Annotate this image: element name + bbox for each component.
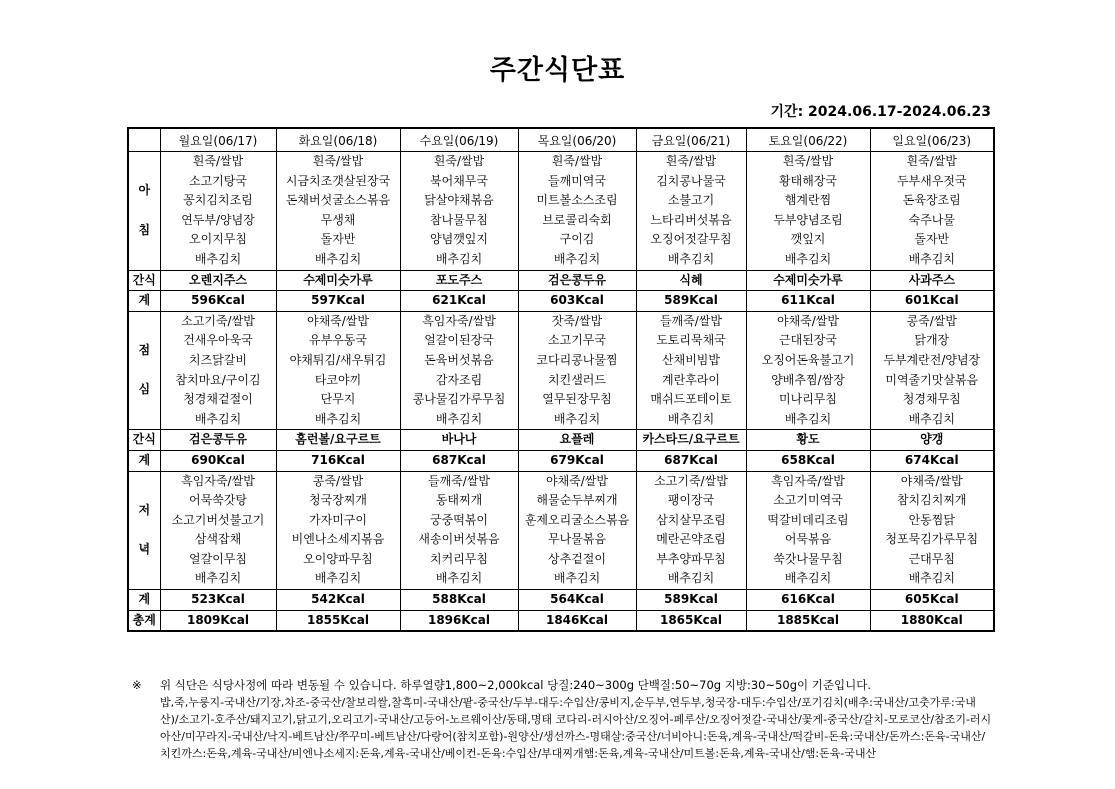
breakfast-dish: 꽁치김치조림 xyxy=(160,191,276,211)
breakfast-dish: 닭살야채볶음 xyxy=(400,191,518,211)
snack-morning-value: 사과주스 xyxy=(870,270,994,291)
dinner-row xyxy=(128,511,994,531)
snack-morning-value: 식혜 xyxy=(636,270,746,291)
breakfast-dish: 김치콩나물국 xyxy=(636,172,746,192)
breakfast-dish: 구이김 xyxy=(518,230,636,250)
dinner-kcal-row xyxy=(128,590,994,611)
lunch-dish: 들깨죽/쌀밥 xyxy=(636,311,746,331)
breakfast-dish: 들깨미역국 xyxy=(518,172,636,192)
lunch-kcal-value: 679Kcal xyxy=(518,450,636,471)
breakfast-dish: 흰죽/쌀밥 xyxy=(276,152,400,172)
snack-afternoon-value: 검은콩두유 xyxy=(160,430,276,451)
snack-afternoon-value: 요플레 xyxy=(518,430,636,451)
dinner-row xyxy=(128,550,994,570)
lunch-dish: 두부계란전/양념장 xyxy=(870,351,994,371)
breakfast-dish: 돈채버섯굴소스볶음 xyxy=(276,191,400,211)
dinner-dish: 배추김치 xyxy=(276,569,400,589)
breakfast-dish: 오징어젓갈무침 xyxy=(636,230,746,250)
page-title: 주간식단표 xyxy=(489,55,626,86)
lunch-dish: 도토리묵채국 xyxy=(636,331,746,351)
dinner-dish: 부추양파무침 xyxy=(636,550,746,570)
total-kcal-value: 1896Kcal xyxy=(400,610,518,631)
breakfast-kcal-value: 603Kcal xyxy=(518,291,636,312)
lunch-dish: 근대된장국 xyxy=(746,331,870,351)
dinner-dish: 배추김치 xyxy=(160,569,276,589)
lunch-dish: 닭개장 xyxy=(870,331,994,351)
breakfast-row xyxy=(128,250,994,270)
day-header: 목요일(06/20) xyxy=(518,128,636,152)
day-header: 토요일(06/22) xyxy=(746,128,870,152)
breakfast-dish: 북어채무국 xyxy=(400,172,518,192)
total-kcal-row xyxy=(128,610,994,631)
breakfast-dish: 오이지무침 xyxy=(160,230,276,250)
total-kcal-value: 1855Kcal xyxy=(276,610,400,631)
lunch-dish: 양배추찜/쌈장 xyxy=(746,371,870,391)
lunch-dish: 오징어돈육불고기 xyxy=(746,351,870,371)
dinner-kcal-value: 605Kcal xyxy=(870,590,994,611)
dinner-dish: 상추겉절이 xyxy=(518,550,636,570)
lunch-dish: 참치마요/구이김 xyxy=(160,371,276,391)
lunch-dish: 얼갈이된장국 xyxy=(400,331,518,351)
snack-morning-value: 오렌지주스 xyxy=(160,270,276,291)
day-header: 금요일(06/21) xyxy=(636,128,746,152)
breakfast-dish: 숙주나물 xyxy=(870,211,994,231)
breakfast-dish: 브로콜리숙회 xyxy=(518,211,636,231)
lunch-dish: 야채죽/쌀밥 xyxy=(746,311,870,331)
breakfast-dish: 흰죽/쌀밥 xyxy=(160,152,276,172)
dinner-dish: 청포묵김가루무침 xyxy=(870,530,994,550)
lunch-dish: 야채튀김/새우튀김 xyxy=(276,351,400,371)
dinner-dish: 가자미구이 xyxy=(276,511,400,531)
lunch-dish: 계란후라이 xyxy=(636,371,746,391)
lunch-dish: 배추김치 xyxy=(746,410,870,430)
dinner-dish: 새송이버섯볶음 xyxy=(400,530,518,550)
breakfast-dish: 소불고기 xyxy=(636,191,746,211)
lunch-dish: 야채죽/쌀밥 xyxy=(276,311,400,331)
breakfast-dish: 흰죽/쌀밥 xyxy=(400,152,518,172)
lunch-kcal-value: 687Kcal xyxy=(636,450,746,471)
breakfast-dish: 흰죽/쌀밥 xyxy=(746,152,870,172)
dinner-dish: 훈제오리굴소스볶음 xyxy=(518,511,636,531)
breakfast-dish: 무생채 xyxy=(276,211,400,231)
breakfast-label: 아 침 xyxy=(128,152,160,271)
lunch-kcal-value: 658Kcal xyxy=(746,450,870,471)
snack-afternoon-row xyxy=(128,430,994,451)
breakfast-row xyxy=(128,211,994,231)
lunch-dish: 흑임자죽/쌀밥 xyxy=(400,311,518,331)
breakfast-dish: 배추김치 xyxy=(400,250,518,270)
day-header: 일요일(06/23) xyxy=(870,128,994,152)
dinner-dish: 배추김치 xyxy=(518,569,636,589)
lunch-dish: 소고기죽/쌀밥 xyxy=(160,311,276,331)
dinner-dish: 소고기버섯불고기 xyxy=(160,511,276,531)
dinner-dish: 청국장찌개 xyxy=(276,491,400,511)
breakfast-dish: 돌자반 xyxy=(870,230,994,250)
dinner-kcal-value: 589Kcal xyxy=(636,590,746,611)
lunch-dish: 타코야끼 xyxy=(276,371,400,391)
day-header: 수요일(06/19) xyxy=(400,128,518,152)
snack-morning-value: 포도주스 xyxy=(400,270,518,291)
dinner-dish: 흑임자죽/쌀밥 xyxy=(160,471,276,491)
dinner-dish: 동태찌개 xyxy=(400,491,518,511)
dinner-dish: 삼색잡채 xyxy=(160,530,276,550)
breakfast-row xyxy=(128,172,994,192)
breakfast-dish: 두부양념조림 xyxy=(746,211,870,231)
snack-afternoon-value: 양갱 xyxy=(870,430,994,451)
lunch-dish: 코다리콩나물찜 xyxy=(518,351,636,371)
dinner-label: 저 녁 xyxy=(128,471,160,590)
lunch-kcal-label: 계 xyxy=(128,450,160,471)
breakfast-dish: 배추김치 xyxy=(746,250,870,270)
breakfast-kcal-value: 597Kcal xyxy=(276,291,400,312)
breakfast-dish: 배추김치 xyxy=(276,250,400,270)
lunch-dish: 청경채겉절이 xyxy=(160,390,276,410)
dinner-dish: 쑥갓나물무침 xyxy=(746,550,870,570)
lunch-dish: 잣죽/쌀밥 xyxy=(518,311,636,331)
total-kcal-value: 1846Kcal xyxy=(518,610,636,631)
lunch-dish: 열무된장무침 xyxy=(518,390,636,410)
snack-afternoon-value: 홈런볼/요구르트 xyxy=(276,430,400,451)
breakfast-row xyxy=(128,191,994,211)
dinner-dish: 야채죽/쌀밥 xyxy=(518,471,636,491)
breakfast-kcal-value: 621Kcal xyxy=(400,291,518,312)
lunch-dish: 미나리무침 xyxy=(746,390,870,410)
breakfast-kcal-value: 589Kcal xyxy=(636,291,746,312)
note-origin: 밥,죽,누룽지-국내산/기장,차조-중국산/찰보리쌀,찰흑미-국내산/팥-중국산/두부-대두:수입산/콩비지,순두부,연두부,청국장-대두:수입산/포기김치(배추:국내산/고춧가루:국내산)/소고기-호주산/돼지고기,닭고기,오리고기-국내산/고등어-노르웨이산/동태,명태 코다리-러시아산/오징어-페루산/오징어젓갈-국내산/꽃게-중국산/갈치-모로코산/참조기-러시아산/미꾸라지-국내산/낙지-베트남산/쭈꾸미-베트남산/다랑어(참치포함)-원양산/생선까스-명태살:중국산/너비아니:돈육,계육-국내산/떡갈비-돈육:국내산/돈까스:돈육-국내산/치킨까스:돈육,계육-국내산/비엔나소세지:돈육,계육-국내산/베이컨-돈육:수입산/부대찌개햄:돈육,계육-국내산/미트볼:돈육,계육-국내산/햄:돈육-국내산 xyxy=(160,696,992,760)
dinner-dish: 어묵볶음 xyxy=(746,530,870,550)
snack-morning-value: 검은콩두유 xyxy=(518,270,636,291)
snack-morning-value: 수제미숫가루 xyxy=(276,270,400,291)
snack-morning-label: 간식 xyxy=(128,270,160,291)
dinner-dish: 궁중떡볶이 xyxy=(400,511,518,531)
lunch-dish: 치즈닭갈비 xyxy=(160,351,276,371)
day-header: 화요일(06/18) xyxy=(276,128,400,152)
dinner-row xyxy=(128,530,994,550)
dinner-dish: 들깨죽/쌀밥 xyxy=(400,471,518,491)
dinner-kcal-value: 542Kcal xyxy=(276,590,400,611)
breakfast-kcal-value: 596Kcal xyxy=(160,291,276,312)
lunch-kcal-value: 690Kcal xyxy=(160,450,276,471)
dinner-dish: 비엔나소세지볶음 xyxy=(276,530,400,550)
lunch-dish: 배추김치 xyxy=(400,410,518,430)
snack-afternoon-value: 카스타드/요구르트 xyxy=(636,430,746,451)
dinner-dish: 메란곤약조림 xyxy=(636,530,746,550)
menu-period: 기간: 2024.06.17-2024.06.23 xyxy=(770,104,991,120)
dinner-dish: 해물순두부찌개 xyxy=(518,491,636,511)
dinner-dish: 배추김치 xyxy=(636,569,746,589)
dinner-dish: 떡갈비데리조림 xyxy=(746,511,870,531)
lunch-row xyxy=(128,410,994,430)
breakfast-dish: 햄계란찜 xyxy=(746,191,870,211)
dinner-dish: 소고기미역국 xyxy=(746,491,870,511)
dinner-kcal-value: 588Kcal xyxy=(400,590,518,611)
lunch-dish: 청경채무침 xyxy=(870,390,994,410)
dinner-kcal-value: 616Kcal xyxy=(746,590,870,611)
snack-morning-value: 수제미숫가루 xyxy=(746,270,870,291)
lunch-dish: 건새우아욱국 xyxy=(160,331,276,351)
breakfast-row xyxy=(128,152,994,172)
snack-afternoon-label: 간식 xyxy=(128,430,160,451)
lunch-row xyxy=(128,371,994,391)
dinner-dish: 오이양파무침 xyxy=(276,550,400,570)
breakfast-kcal-value: 601Kcal xyxy=(870,291,994,312)
breakfast-dish: 양념깻잎지 xyxy=(400,230,518,250)
note-calorie-guide: 위 식단은 식당사정에 따라 변동될 수 있습니다. 하루열량1,800~2,000kcal 당질:240~300g 단백질:50~70g 지방:30~50g이 기준입니다. xyxy=(160,678,872,692)
lunch-row xyxy=(128,331,994,351)
dinner-dish: 배추김치 xyxy=(870,569,994,589)
dinner-dish: 야채죽/쌀밥 xyxy=(870,471,994,491)
breakfast-dish: 시금치조갯살된장국 xyxy=(276,172,400,192)
breakfast-kcal-row xyxy=(128,291,994,312)
dinner-dish: 흑임자죽/쌀밥 xyxy=(746,471,870,491)
dinner-row xyxy=(128,471,994,491)
total-kcal-value: 1880Kcal xyxy=(870,610,994,631)
breakfast-kcal-value: 611Kcal xyxy=(746,291,870,312)
breakfast-kcal-label: 계 xyxy=(128,291,160,312)
breakfast-dish: 깻잎지 xyxy=(746,230,870,250)
lunch-row xyxy=(128,311,994,331)
lunch-dish: 배추김치 xyxy=(518,410,636,430)
weekly-menu-table xyxy=(127,127,995,632)
lunch-dish: 미역줄기맛살볶음 xyxy=(870,371,994,391)
breakfast-dish: 두부새우젓국 xyxy=(870,172,994,192)
snack-afternoon-value: 바나나 xyxy=(400,430,518,451)
dinner-kcal-value: 523Kcal xyxy=(160,590,276,611)
lunch-kcal-value: 687Kcal xyxy=(400,450,518,471)
lunch-dish: 콩죽/쌀밥 xyxy=(870,311,994,331)
dinner-dish: 삼치살무조림 xyxy=(636,511,746,531)
note-mark: ※ xyxy=(132,678,142,692)
dinner-dish: 배추김치 xyxy=(400,569,518,589)
breakfast-dish: 배추김치 xyxy=(160,250,276,270)
day-header-row xyxy=(128,128,994,152)
total-kcal-value: 1809Kcal xyxy=(160,610,276,631)
lunch-dish: 콩나물김가루무침 xyxy=(400,390,518,410)
lunch-dish: 배추김치 xyxy=(636,410,746,430)
breakfast-dish: 흰죽/쌀밥 xyxy=(636,152,746,172)
dinner-dish: 무나물볶음 xyxy=(518,530,636,550)
breakfast-dish: 황태해장국 xyxy=(746,172,870,192)
total-kcal-label: 총계 xyxy=(128,610,160,631)
dinner-dish: 팽이장국 xyxy=(636,491,746,511)
snack-afternoon-value: 황도 xyxy=(746,430,870,451)
dinner-dish: 배추김치 xyxy=(746,569,870,589)
dinner-dish: 근대무침 xyxy=(870,550,994,570)
lunch-dish: 치킨샐러드 xyxy=(518,371,636,391)
lunch-dish: 매쉬드포테이토 xyxy=(636,390,746,410)
lunch-dish: 유부우동국 xyxy=(276,331,400,351)
breakfast-dish: 참나물무침 xyxy=(400,211,518,231)
breakfast-dish: 느타리버섯볶음 xyxy=(636,211,746,231)
breakfast-dish: 배추김치 xyxy=(518,250,636,270)
corner-cell xyxy=(128,128,160,152)
total-kcal-value: 1865Kcal xyxy=(636,610,746,631)
lunch-dish: 배추김치 xyxy=(870,410,994,430)
breakfast-dish: 미트볼소스조림 xyxy=(518,191,636,211)
breakfast-row xyxy=(128,230,994,250)
dinner-dish: 소고기죽/쌀밥 xyxy=(636,471,746,491)
breakfast-dish: 배추김치 xyxy=(636,250,746,270)
lunch-dish: 소고기무국 xyxy=(518,331,636,351)
lunch-row xyxy=(128,351,994,371)
dinner-dish: 참치김치찌개 xyxy=(870,491,994,511)
lunch-dish: 배추김치 xyxy=(276,410,400,430)
breakfast-dish: 돈육장조림 xyxy=(870,191,994,211)
snack-morning-row xyxy=(128,270,994,291)
dinner-kcal-label: 계 xyxy=(128,590,160,611)
dinner-dish: 어묵쑥갓탕 xyxy=(160,491,276,511)
breakfast-dish: 흰죽/쌀밥 xyxy=(518,152,636,172)
dinner-dish: 얼갈이무침 xyxy=(160,550,276,570)
dinner-row xyxy=(128,569,994,589)
breakfast-dish: 소고기탕국 xyxy=(160,172,276,192)
lunch-dish: 감자조림 xyxy=(400,371,518,391)
dinner-kcal-value: 564Kcal xyxy=(518,590,636,611)
lunch-kcal-value: 716Kcal xyxy=(276,450,400,471)
dinner-dish: 안동찜닭 xyxy=(870,511,994,531)
breakfast-dish: 연두부/양념장 xyxy=(160,211,276,231)
dinner-dish: 치커리무침 xyxy=(400,550,518,570)
lunch-dish: 단무지 xyxy=(276,390,400,410)
total-kcal-value: 1885Kcal xyxy=(746,610,870,631)
lunch-row xyxy=(128,390,994,410)
lunch-kcal-value: 674Kcal xyxy=(870,450,994,471)
lunch-kcal-row xyxy=(128,450,994,471)
breakfast-dish: 돌자반 xyxy=(276,230,400,250)
dinner-row xyxy=(128,491,994,511)
lunch-dish: 배추김치 xyxy=(160,410,276,430)
lunch-dish: 돈육버섯볶음 xyxy=(400,351,518,371)
notes xyxy=(132,677,992,762)
breakfast-dish: 흰죽/쌀밥 xyxy=(870,152,994,172)
lunch-dish: 산채비빔밥 xyxy=(636,351,746,371)
lunch-label: 점 심 xyxy=(128,311,160,430)
breakfast-dish: 배추김치 xyxy=(870,250,994,270)
dinner-dish: 콩죽/쌀밥 xyxy=(276,471,400,491)
day-header: 월요일(06/17) xyxy=(160,128,276,152)
